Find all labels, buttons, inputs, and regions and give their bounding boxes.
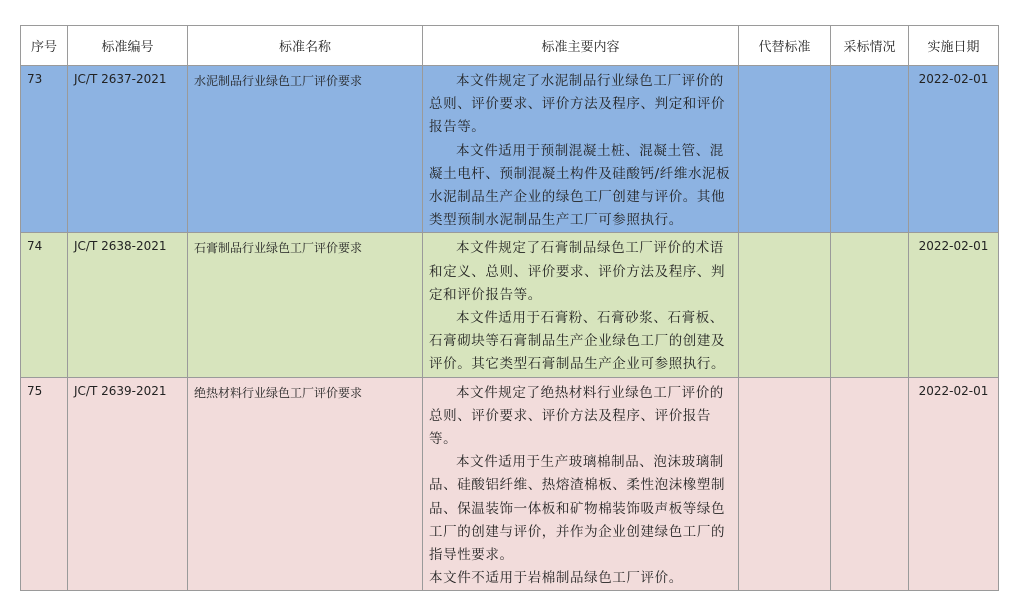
cell-date: 2022-02-01 — [909, 377, 999, 591]
cell-content — [423, 233, 739, 377]
cell-adoption — [831, 66, 909, 233]
content-paragraph: 本文件规定了石膏制品绿色工厂评价的术语和定义、总则、评价要求、评价方法及程序、判定和评价报告等。 — [429, 240, 726, 303]
cell-no: 73 — [21, 66, 68, 233]
header-row — [21, 26, 999, 66]
cell-name: 水泥制品行业绿色工厂评价要求 — [188, 66, 423, 233]
cell-name: 石膏制品行业绿色工厂评价要求 — [188, 233, 423, 377]
cell-content — [423, 377, 739, 591]
table-row — [21, 233, 999, 377]
cell-code: JC/T 2637-2021 — [68, 66, 188, 233]
header-code: 标准编号 — [68, 26, 188, 66]
cell-replaced — [739, 233, 831, 377]
content-paragraph: 本文件不适用于岩棉制品绿色工厂评价。 — [429, 570, 683, 587]
standards-table — [20, 25, 999, 591]
header-no: 序号 — [21, 26, 68, 66]
header-name: 标准名称 — [188, 26, 423, 66]
header-replaced: 代替标准 — [739, 26, 831, 66]
content-paragraph: 本文件适用于预制混凝土桩、混凝土管、混凝土电杆、预制混凝土构件及硅酸钙/纤维水泥板水泥制品生产企业的绿色工厂创建与评价。其他类型预制水泥制品生产工厂可参照执行。 — [429, 142, 731, 229]
cell-adoption — [831, 233, 909, 377]
table-row — [21, 66, 999, 233]
content-paragraph: 本文件规定了绝热材料行业绿色工厂评价的总则、评价要求、评价方法及程序、评价报告等。 — [429, 384, 724, 448]
content-paragraph: 本文件适用于生产玻璃棉制品、泡沫玻璃制品、硅酸铝纤维、热熔渣棉板、柔性泡沫橡塑制品、保温装饰一体板和矿物棉装饰吸声板等绿色工厂的创建与评价，并作为企业创建绿色工厂的指导性要求。 — [429, 454, 726, 564]
cell-replaced — [739, 66, 831, 233]
cell-date: 2022-02-01 — [909, 233, 999, 377]
header-content: 标准主要内容 — [423, 26, 739, 66]
cell-content — [423, 66, 739, 233]
table-row — [21, 377, 999, 591]
cell-no: 74 — [21, 233, 68, 377]
header-date: 实施日期 — [909, 26, 999, 66]
cell-code: JC/T 2638-2021 — [68, 233, 188, 377]
content-paragraph: 本文件适用于石膏粉、石膏砂浆、石膏板、石膏砌块等石膏制品生产企业绿色工厂的创建及评价。其它类型石膏制品生产企业可参照执行。 — [429, 310, 726, 373]
cell-name: 绝热材料行业绿色工厂评价要求 — [188, 377, 423, 591]
cell-replaced — [739, 377, 831, 591]
cell-no: 75 — [21, 377, 68, 591]
header-adoption: 采标情况 — [831, 26, 909, 66]
cell-code: JC/T 2639-2021 — [68, 377, 188, 591]
cell-date: 2022-02-01 — [909, 66, 999, 233]
cell-adoption — [831, 377, 909, 591]
content-paragraph: 本文件规定了水泥制品行业绿色工厂评价的总则、评价要求、评价方法及程序、判定和评价报告等。 — [429, 73, 726, 136]
